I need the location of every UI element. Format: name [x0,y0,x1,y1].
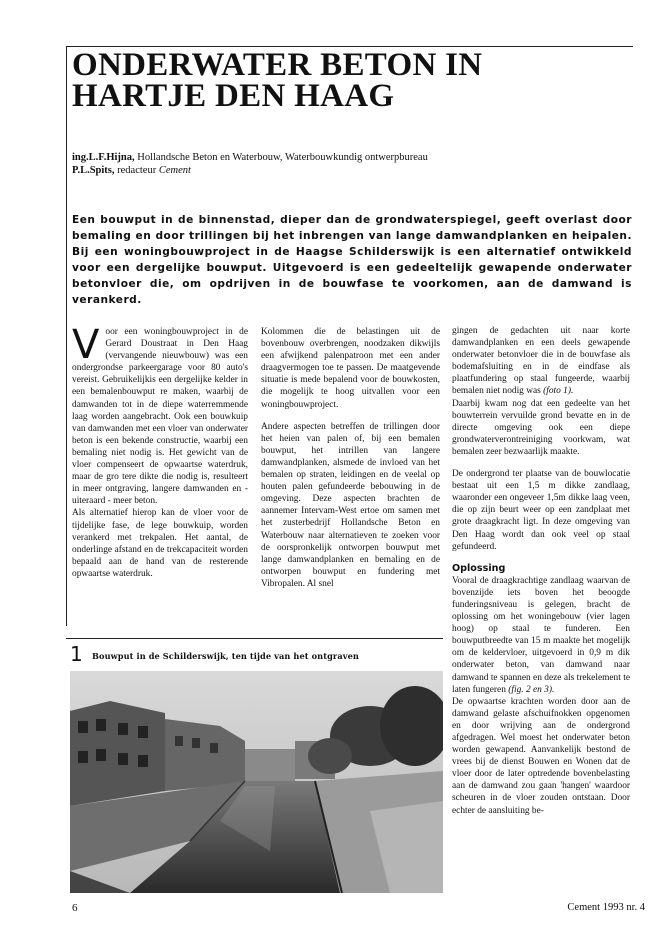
column-3-paragraph-1b: Daarbij kwam nog dat een gedeelte van het bouwterrein vervuilde grond bevatte en in de directe omgeving ook een diepe grondwaterverontreiniging voorkwam, wat bemalen zeer bezwaarlijk maakte. [452,398,630,457]
author-1-affiliation: Hollandsche Beton en Waterbouw, Waterbouwkundig ontwerpbureau [134,152,428,163]
column-3-paragraph-2: De ondergrond ter plaatse van de bouwlocatie bestaat uit een 1,5 m dikke zandlaag, waaronder een ongeveer 1,5m dikke laag veen, die op zijn beurt weer op een zandplaat met grote draagkracht ligt. In deze omgeving van Den Haag wordt dan ook veel op staal gefundeerd. [452,469,630,552]
photo-reference: (foto 1). [543,386,574,397]
figure-rule [66,638,443,639]
figure-number: 1 [70,642,83,666]
column-1-paragraph-1 [72,322,248,507]
figure-caption: Bouwput in de Schilderswijk, ten tijde van het ontgraven [92,651,359,661]
column-3 [452,325,630,817]
column-3-section [452,563,630,817]
construction-pit-photo [70,671,443,893]
column-3-paragraph-4: De opwaartse krachten worden door aan de damwand gelaste afschuifnokken opgenomen en door wrijving aan de ondergrond afgedragen. Wel moest het onderwater beton worden gewapend. Aanvankelijk bestond de vrees bij de dienst Bouwen en Wonen dat de vloer door de later optredende bovenbelasting aan de damwand zou gaan 'hangen' waardoor scheuren in de vloer zouden ontstaan. Door echter de aansluiting be- [452,696,630,816]
column-3-paragraph-3: Vooral de draagkrachtige zandlaag waarvan de bovenzijde iets boven het beoogde funderingsniveau is gelegen, bracht de oplossing om het woningebouw (vier lagen hoog) op staal te funderen. Een bouwputbreedte van 15 m maakte het mogelijk om de keldervloer, uitgevoerd in 0,9 m dik onderwater beton, van damwand naar damwand te spannen en deze als trekelement te laten fungeren [452,575,630,695]
left-rule [66,46,67,626]
column-3-paragraph-1-text: gingen de gedachten uit naar korte damwandplanken en een deels gewapende onderwater betonvloer die in de bouwfase als bodemafsluiting en in de eindfase als plaatfundering op staal fungeerde, waarbij bemalen niet nodig was [452,326,630,397]
column-2-paragraph-2: Andere aspecten betreffen de trillingen door het heien van palen of, bij een bemalen bouwput, het intrillen van langere damwandplanken, alsmede de invloed van het bemalen op straten, leidingen en de veelal op houten palen gefundeerde bebouwing in de omgeving. Deze aspecten brachten de aannemer Intervam-West ertoe om samen met het zusterbedrijf Hollandsche Beton en Waterbouw naar alternatieven te zoeken voor de oorspronkelijk ontworpen bouwput met lange damwandplanken en bemaling en de ontworpen bouwput en fundering met Vibropalen. Al snel [261,421,440,589]
author-2 [72,164,632,177]
column-1 [72,322,248,580]
author-2-publication: Cement [158,165,191,176]
figure-reference: (fig. 2 en 3). [508,684,555,695]
drop-cap: V [72,322,100,368]
column-1-paragraph-1-text: oor een woningbouwproject in de Gerard Doustraat in Den Haag (vervangende nieuwbouw) was een ondergrondse parkeergarage voor 80 auto's vereist. Gebruikelijkis een dergelijke kelder in een bemalenbouwput re maken, waarbij de damwanden tot in de diepe waterremmende laag worden aangebracht. Ook een bouwkuip van damwanden met een vloer van onderwater beton is een bekende constructie, waarbij een bemaling niet nodig is. Het gewicht van de vloer compenseert de opwaartse waterdruk, maar de gro tere dikte die nodig is, resulteert in meer ontgraving, langere damwanden en - uiteraard - meer beton. [72,327,248,507]
author-2-name: P.L.Spits, [72,165,115,176]
column-3-paragraph-1 [452,325,630,458]
author-1 [72,151,632,164]
section-heading-oplossing: Oplossing [452,562,506,574]
author-1-name: ing.L.F.Hijna, [72,152,135,163]
issue-footer: Cement 1993 nr. 4 [567,902,645,913]
lead-paragraph: Een bouwput in de binnenstad, dieper dan de grondwaterspiegel, geeft overlast door bemaling en door trillingen bij het inbrengen van lange damwandplanken en heipalen. Bij een woningbouwproject in de Haagse Schilderswijk is een alternatief ontwikkeld voor een dergelijke bouwput. Uitgevoerd is een gedeeltelijk gewapende onderwater betonvloer die, om opdrijven in de bouwfase te voorkomen, aan de damwand is verankerd. [72,214,632,306]
column-2-paragraph-1: Kolommen die de belastingen uit de bovenbouw overbrengen, noodzaken dikwijls een afwijkend palenpatroon met een ander draagvermogen toe te passen. De maatgevende situatie is mede bepalend voor de bouwkosten, die mogelijk te hoog uitvallen voor een woningbouwproject. [261,327,440,410]
figure-1 [66,643,443,893]
page-number: 6 [72,902,78,914]
title-line-2: HARTJE DEN HAAG [72,78,395,114]
column-2 [261,326,440,590]
author-block [72,151,632,177]
article-title [72,47,632,114]
title-line-1: ONDERWATER BETON IN [72,47,483,83]
column-1-paragraph-2: Als alternatief hierop kan de vloer voor de tijdelijke fase, de lege bouwkuip, worden verankerd met trekpalen. Het aantal, de onderlinge afstand en de trekcapaciteit worden bepaald aan de hand van de resterende opwaartse waterdruk. [72,508,248,579]
author-2-affiliation: redacteur [114,165,159,176]
